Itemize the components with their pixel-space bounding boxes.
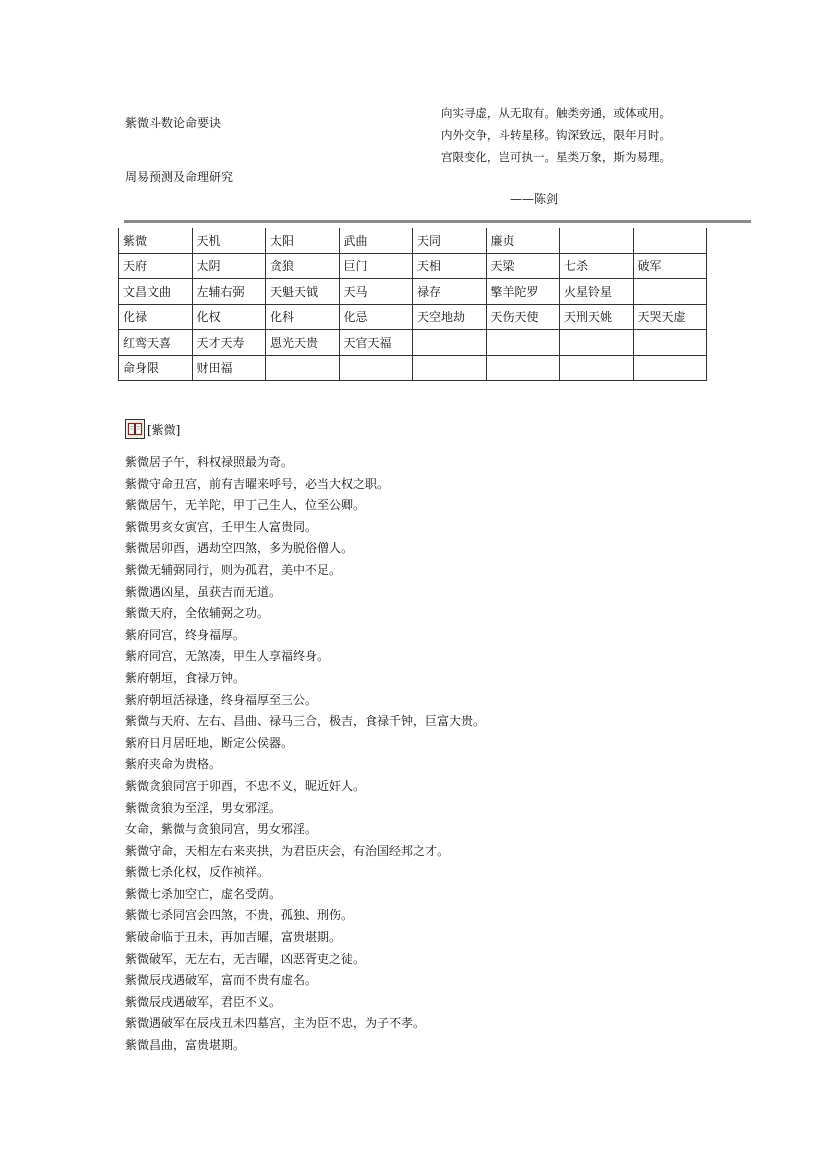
poem-line: 向实寻虚，从无取有。触类旁通，或体或用。 bbox=[441, 106, 671, 120]
table-cell: 太阳 bbox=[266, 228, 340, 253]
rule-line: 紫微无辅弼同行，则为孤君，美中不足。 bbox=[125, 562, 342, 577]
rule-line: 紫府同宫，无煞凑，甲生人享福终身。 bbox=[125, 649, 330, 664]
table-cell: 化权 bbox=[192, 304, 266, 330]
table-cell: 紫微 bbox=[119, 228, 193, 253]
table-cell: 天空地劫 bbox=[413, 304, 487, 330]
table-cell bbox=[560, 330, 634, 356]
table-cell: 天才天寿 bbox=[192, 330, 266, 356]
table-row bbox=[119, 253, 707, 279]
table-row bbox=[119, 279, 707, 305]
rule-line: 紫府同宫，终身福厚。 bbox=[125, 627, 246, 642]
table-cell: 贪狼 bbox=[266, 253, 340, 279]
rule-line: 紫微居子午，科权禄照最为奇。 bbox=[125, 455, 294, 469]
table-cell: 化忌 bbox=[339, 304, 413, 330]
table-cell bbox=[486, 330, 560, 356]
rule-line: 紫微居卯酉，遇劫空四煞，多为脱俗僧人。 bbox=[125, 541, 354, 556]
table-cell bbox=[560, 355, 634, 381]
rule-line: 紫微七杀加空亡，虚名受荫。 bbox=[125, 886, 282, 901]
rule-line: 紫府朝垣，食禄万钟。 bbox=[125, 670, 246, 685]
table-cell: 禄存 bbox=[413, 279, 487, 305]
rule-line: 紫微七杀同宫会四煞，不贵，孤独、刑伤。 bbox=[125, 908, 354, 923]
rule-line: 紫微贪狼为至淫，男女邪淫。 bbox=[125, 800, 282, 815]
rule-line: 紫微遇凶星，虽获吉而无道。 bbox=[125, 584, 282, 599]
star-table bbox=[118, 228, 707, 381]
rule-line: 紫微昌曲，富贵堪期。 bbox=[125, 1038, 246, 1053]
table-cell: 天马 bbox=[339, 279, 413, 305]
rule-line: 紫府朝垣活禄逢，终身福厚至三公。 bbox=[125, 692, 318, 707]
rule-line: 紫微贪狼同宫于卯酉，不忠不义，昵近奸人。 bbox=[125, 778, 366, 793]
table-cell: 恩光天贵 bbox=[266, 330, 340, 356]
rule-line: 紫府夹命为贵格。 bbox=[125, 757, 222, 772]
document-title: 紫微斗数论命要诀 bbox=[125, 116, 222, 130]
table-cell: 天同 bbox=[413, 228, 487, 253]
table-row bbox=[119, 355, 707, 381]
table-cell bbox=[633, 330, 707, 356]
table-cell: 命身限 bbox=[119, 355, 193, 381]
rule-line: 紫微守命丑宫，前有吉曜来呼号，必当大权之职。 bbox=[125, 476, 390, 491]
rule-line: 紫微与天府、左右、昌曲、禄马三合，极吉，食禄千钟，巨富大贵。 bbox=[125, 714, 486, 729]
poem-block bbox=[441, 102, 671, 168]
table-cell: 化科 bbox=[266, 304, 340, 330]
table-cell: 巨门 bbox=[339, 253, 413, 279]
table-cell: 化禄 bbox=[119, 304, 193, 330]
table-cell: 廉贞 bbox=[486, 228, 560, 253]
rule-line: 紫微遇破军在辰戌丑未四墓宫，主为臣不忠，为子不孝。 bbox=[125, 1016, 426, 1031]
rule-line: 紫微天府，全依辅弼之功。 bbox=[125, 606, 270, 621]
rule-line: 紫破命临于丑未，再加吉曜，富贵堪期。 bbox=[125, 930, 342, 945]
table-cell: 天哭天虚 bbox=[633, 304, 707, 330]
table-cell: 天相 bbox=[413, 253, 487, 279]
horizontal-rule bbox=[124, 220, 751, 223]
rule-line: 女命，紫微与贪狼同宫，男女邪淫。 bbox=[125, 822, 318, 837]
rule-line: 紫微破军，无左右，无吉曜，凶恶胥吏之徒。 bbox=[125, 951, 366, 966]
rule-line: 紫微男亥女寅宫，壬甲生人富贵同。 bbox=[125, 519, 318, 534]
table-cell: 财田福 bbox=[192, 355, 266, 381]
rule-line: 紫微辰戌遇破军，君臣不义。 bbox=[125, 994, 282, 1009]
rule-line: 紫微辰戌遇破军，富而不贵有虚名。 bbox=[125, 973, 318, 988]
table-cell: 火星铃星 bbox=[560, 279, 634, 305]
table-cell: 红鸾天喜 bbox=[119, 330, 193, 356]
table-cell: 武曲 bbox=[339, 228, 413, 253]
table-cell: 天机 bbox=[192, 228, 266, 253]
rule-line: 紫微守命，天相左右来夹拱，为君臣庆会，有治国经邦之才。 bbox=[125, 843, 450, 858]
table-cell: 文昌文曲 bbox=[119, 279, 193, 305]
table-cell: 天魁天钺 bbox=[266, 279, 340, 305]
table-cell bbox=[339, 355, 413, 381]
section-heading bbox=[125, 419, 180, 439]
table-cell bbox=[560, 228, 634, 253]
table-cell bbox=[633, 279, 707, 305]
table-cell: 天伤天使 bbox=[486, 304, 560, 330]
document-subtitle: 周易预测及命理研究 bbox=[125, 170, 234, 184]
table-cell bbox=[633, 355, 707, 381]
table-cell bbox=[413, 355, 487, 381]
table-cell bbox=[486, 355, 560, 381]
poem-author: ——陈剑 bbox=[510, 192, 559, 206]
table-cell: 天府 bbox=[119, 253, 193, 279]
poem-line: 宫限变化，岂可执一。星类万象，斯为易理。 bbox=[441, 150, 671, 164]
table-row bbox=[119, 330, 707, 356]
table-cell bbox=[633, 228, 707, 253]
table-cell: 破军 bbox=[633, 253, 707, 279]
table-row bbox=[119, 228, 707, 253]
table-cell bbox=[413, 330, 487, 356]
table-cell: 天官天福 bbox=[339, 330, 413, 356]
rule-line: 紫微居午，无羊陀，甲丁己生人，位至公卿。 bbox=[125, 498, 366, 513]
table-cell: 左辅右弼 bbox=[192, 279, 266, 305]
table-cell: 天梁 bbox=[486, 253, 560, 279]
poem-line: 内外交争，斗转星移。钩深致远，限年月时。 bbox=[441, 128, 671, 142]
table-cell bbox=[266, 355, 340, 381]
rule-line: 紫微七杀化权，反作祯祥。 bbox=[125, 865, 270, 880]
table-cell: 擎羊陀罗 bbox=[486, 279, 560, 305]
section-label: [紫微] bbox=[147, 422, 181, 437]
book-icon bbox=[125, 419, 145, 439]
table-cell: 太阴 bbox=[192, 253, 266, 279]
table-row bbox=[119, 304, 707, 330]
table-cell: 天刑天姚 bbox=[560, 304, 634, 330]
table-cell: 七杀 bbox=[560, 253, 634, 279]
rule-line: 紫府日月居旺地，断定公侯器。 bbox=[125, 735, 294, 750]
rule-lines bbox=[125, 452, 485, 1057]
